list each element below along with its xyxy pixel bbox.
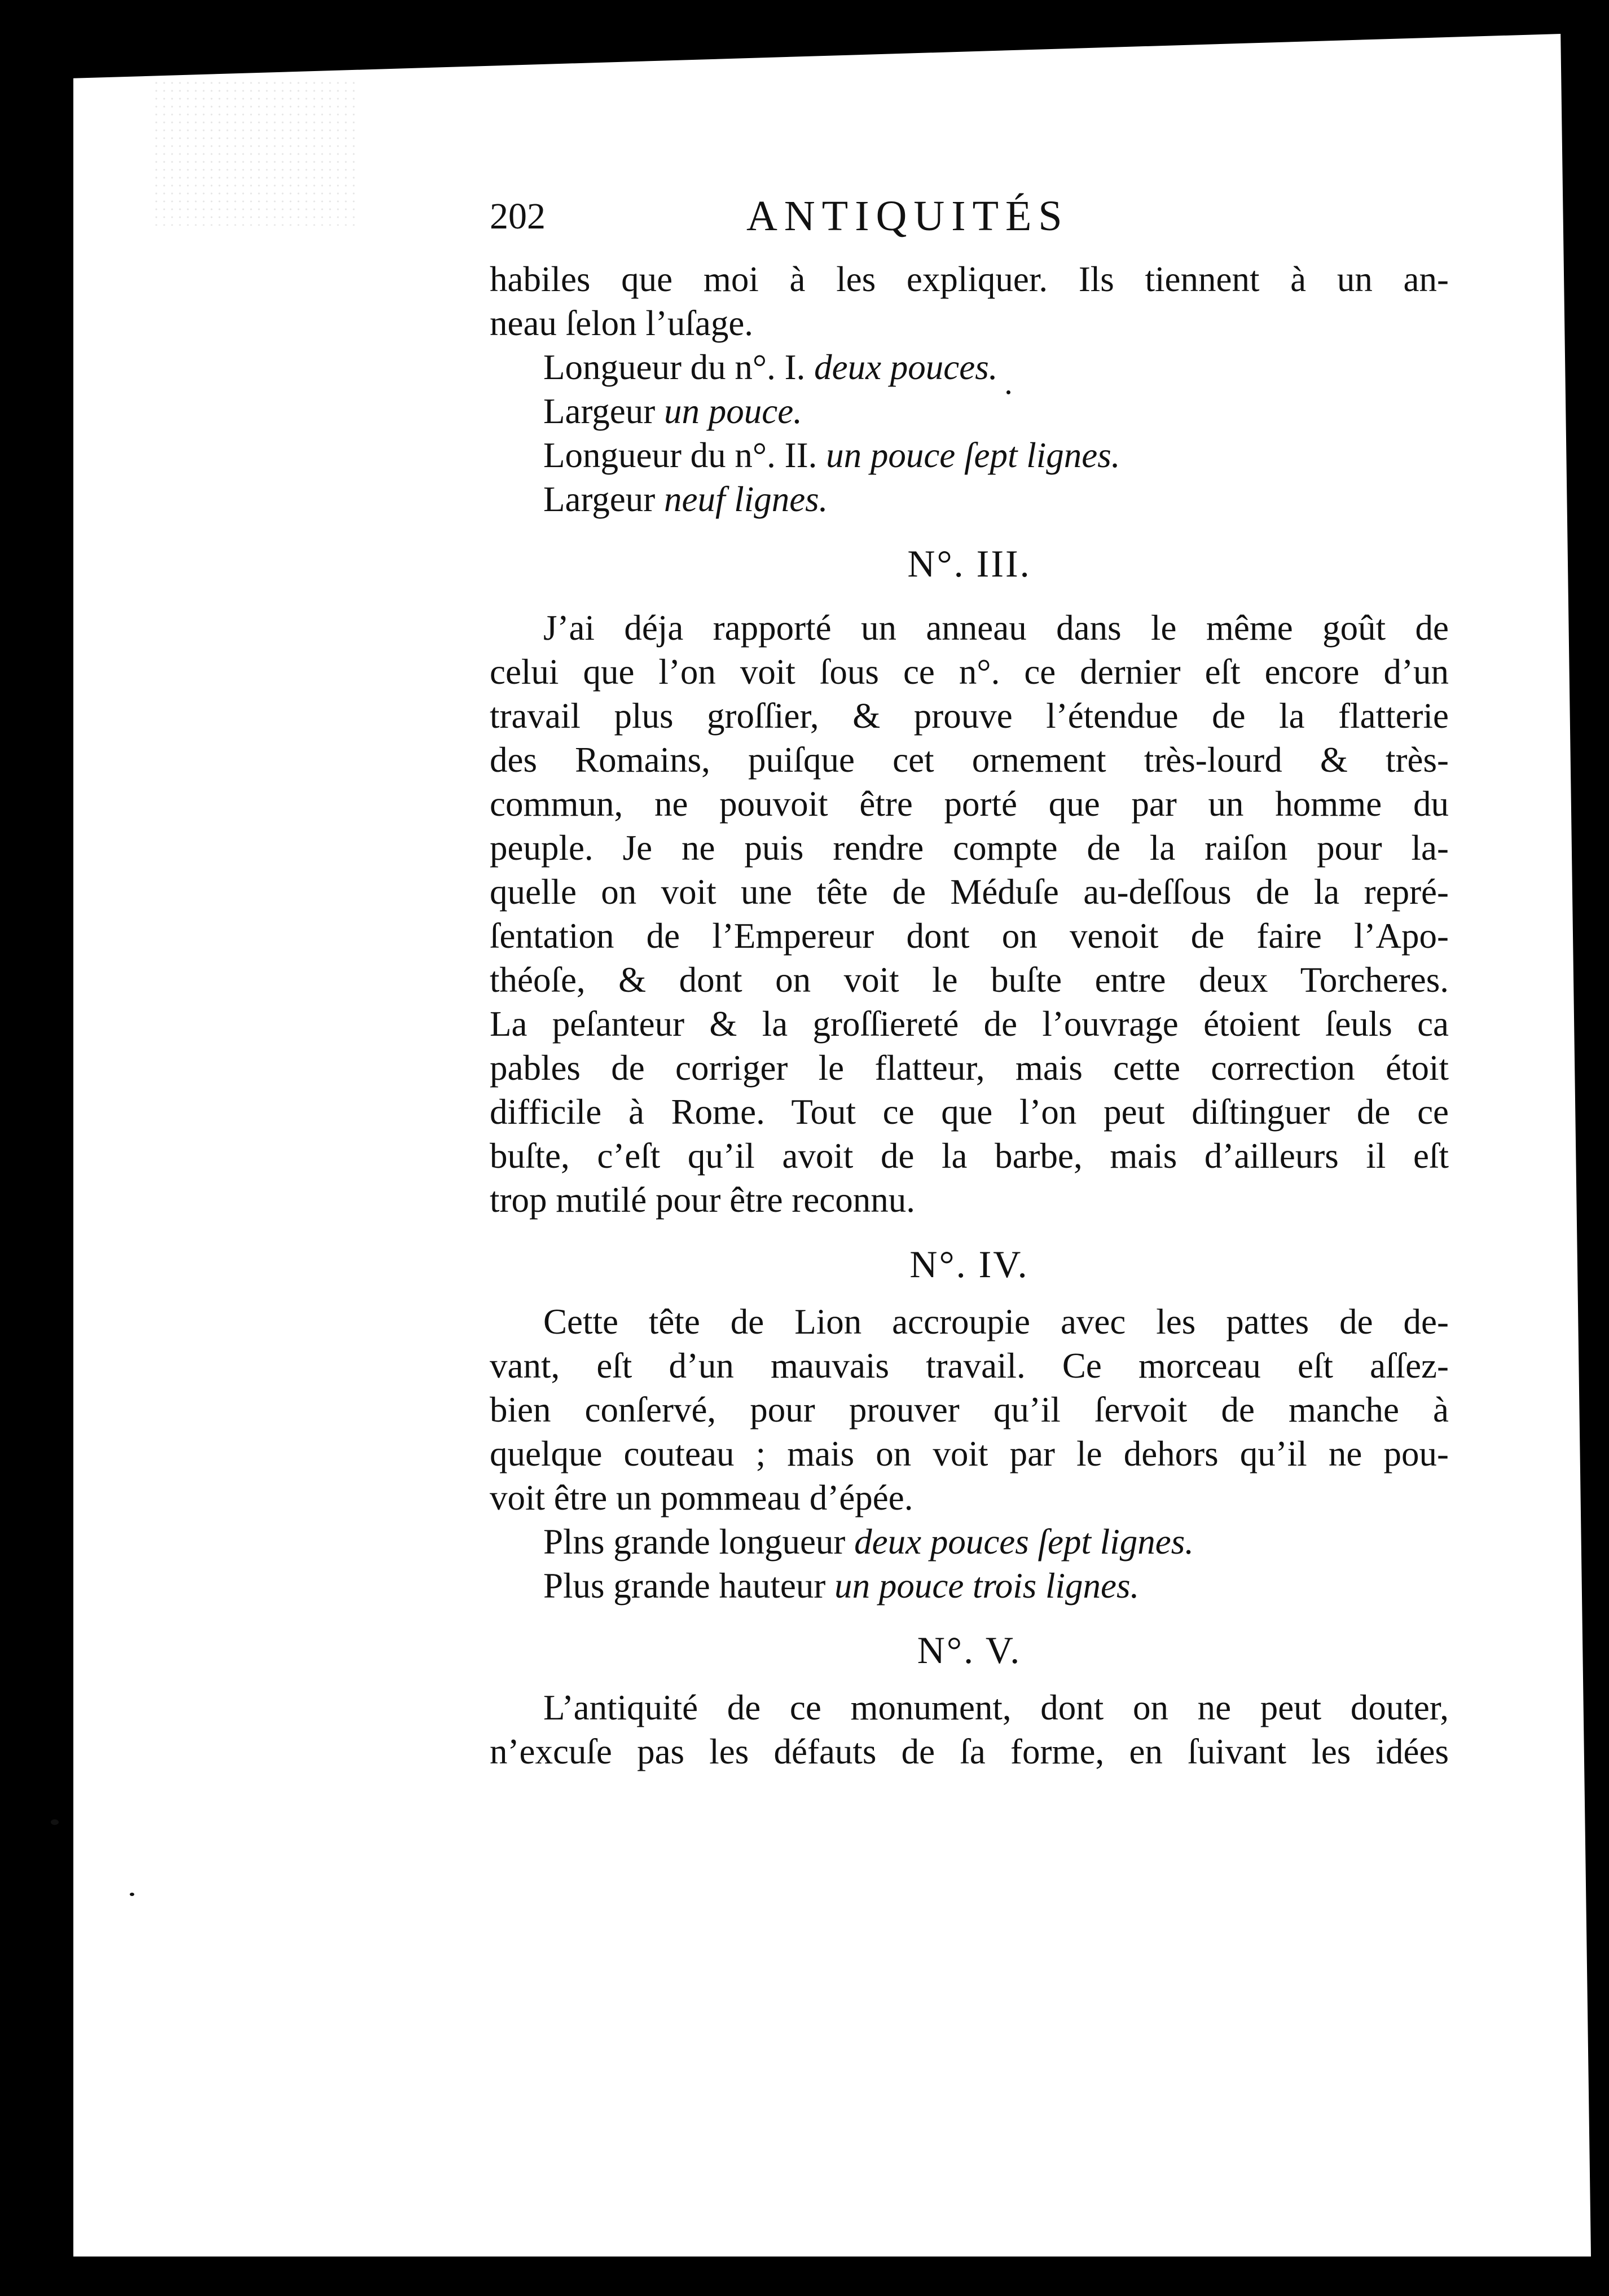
measurement-value: un pouce. (663, 392, 802, 431)
text-line: Cette tête de Lion accroupie avec les pattes de de- (543, 1302, 1449, 1341)
page-number: 202 (490, 196, 546, 237)
text-line: théoſe, & dont on voit le buſte entre deux Torcheres. (490, 960, 1449, 1000)
measurement-label: Longueur du n°. II. (543, 436, 817, 475)
text-line: commun, ne pouvoit être porté que par un homme du (490, 784, 1449, 824)
text-line: travail plus groſſier, & prouve l’étendue de la flatterie (490, 696, 1449, 736)
text-line: voit être un pommeau d’épée. (490, 1478, 913, 1518)
text-line: vant, eſt d’un mauvais travail. Ce morceau eſt aſſez- (490, 1346, 1449, 1385)
measurement-line (490, 1564, 1449, 1608)
measurement-value: deux pouces ſept lignes. (854, 1522, 1194, 1562)
running-head: ANTIQUITÉS (746, 192, 1069, 240)
section-heading-3: N°. III. (907, 542, 1031, 585)
measurement-label: Largeur (543, 392, 656, 431)
text-line: celui que l’on voit ſous ce n°. ce dernier eſt encore d’un (490, 652, 1449, 692)
measurement-line (490, 389, 1449, 433)
text-line: des Romains, puiſque cet ornement très-lourd & très- (490, 740, 1449, 780)
measurement-label: Plus grande hauteur (543, 1566, 826, 1606)
measurement-value: un pouce trois lignes. (834, 1566, 1140, 1606)
measurement-value: un pouce ſept lignes. (826, 436, 1120, 475)
measurement-value: deux pouces. (814, 348, 998, 387)
text-line: peuple. Je ne puis rendre compte de la raiſon pour la- (490, 828, 1449, 868)
text-line: n’excuſe pas les défauts de ſa forme, en ſuivant les idées (490, 1732, 1449, 1771)
measurement-label: Plns grande longueur (543, 1522, 846, 1562)
paper-grain (152, 79, 355, 226)
page-header (490, 192, 1449, 257)
measurement-label: Largeur (543, 480, 656, 519)
text-line: trop mutilé pour être reconnu. (490, 1180, 916, 1220)
section-heading-5: N°. V. (917, 1629, 1022, 1672)
section-heading-4: N°. IV. (909, 1243, 1029, 1286)
measurement-value: neuf lignes. (663, 480, 828, 519)
measurement-line (490, 1520, 1449, 1564)
measurement-line (490, 433, 1449, 477)
text-line: buſte, c’eſt qu’il avoit de la barbe, mais d’ailleurs il eſt (490, 1136, 1449, 1176)
text-line: neau ſelon l’uſage. (490, 304, 754, 343)
text-line: quelle on voit une tête de Méduſe au-deſſous de la repré- (490, 872, 1449, 912)
text-line: L’antiquité de ce monument, dont on ne peut douter, (543, 1688, 1449, 1727)
text-line: J’ai déja rapporté un anneau dans le même goût de (543, 608, 1449, 648)
text-line: pables de corriger le flatteur, mais cette correction étoit (490, 1048, 1449, 1088)
text-line: La peſanteur & la groſſiereté de l’ouvrage étoient ſeuls ca (490, 1004, 1449, 1044)
print-speck (1006, 390, 1010, 394)
text-line: ſentation de l’Empereur dont on venoit de faire l’Apo- (490, 916, 1449, 956)
text-line: difficile à Rome. Tout ce que l’on peut diſtinguer de ce (490, 1092, 1449, 1132)
measurement-line (490, 477, 1449, 521)
text-line: habiles que moi à les expliquer. Ils tiennent à un an- (490, 259, 1449, 299)
print-speck (130, 1893, 134, 1896)
page-text (490, 192, 1449, 1774)
print-speck (51, 1819, 59, 1825)
measurement-label: Longueur du n°. I. (543, 348, 806, 387)
text-line: quelque couteau ; mais on voit par le dehors qu’il ne pou- (490, 1434, 1449, 1474)
text-line: bien conſervé, pour prouver qu’il ſervoit de manche à (490, 1390, 1449, 1429)
measurement-line (490, 345, 1449, 389)
